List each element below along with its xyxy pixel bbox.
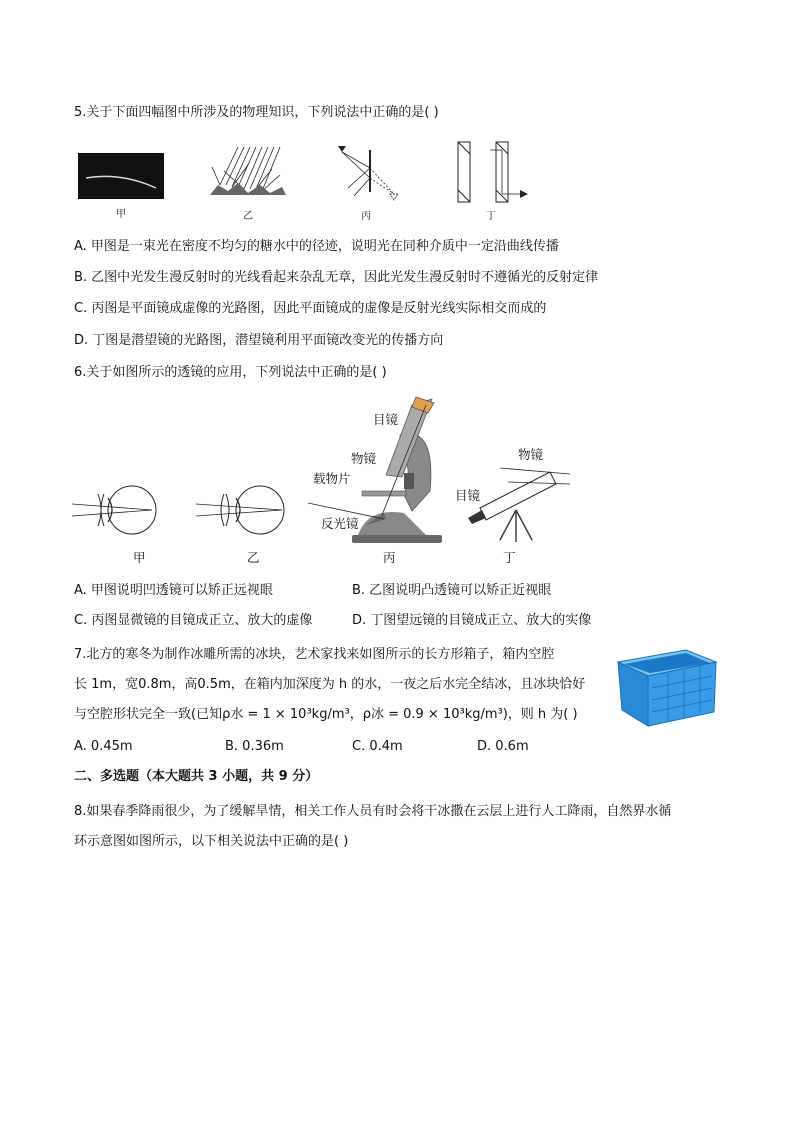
- q6-option-a: A. 甲图说明凹透镜可以矫正远视眼: [74, 583, 273, 598]
- q6-option-b: B. 乙图说明凸透镜可以矫正近视眼: [352, 583, 552, 598]
- q5-option-a: A. 甲图是一束光在密度不均匀的糖水中的径迹，说明光在同种介质中一定沿曲线传播: [74, 239, 559, 254]
- q5-stem: 5.关于下面四幅图中所涉及的物理知识，下列说法中正确的是( ): [74, 105, 439, 120]
- q6-stem: 6.关于如图所示的透镜的应用，下列说法中正确的是( ): [74, 365, 387, 380]
- q6-label-objective: 物镜: [351, 451, 377, 466]
- q5-caption-yi: 乙: [243, 211, 253, 222]
- q7-line-1: 7.北方的寒冬为制作冰雕所需的冰块，艺术家找来如图所示的长方形箱子，箱内空腔: [74, 647, 555, 662]
- q5-caption-jia: 甲: [116, 209, 126, 220]
- q6-label-eyepiece: 目镜: [373, 412, 399, 427]
- q8-line-1: 8.如果春季降雨很少，为了缓解旱情，相关工作人员有时会将干冰撒在云层上进行人工降雨，自然界水循: [74, 804, 672, 819]
- q7-line-3: 与空腔形状完全一致(已知ρ水 = 1 × 10³kg/m³，ρ冰 = 0.9 × 10³kg/m³)，则 h 为( ): [74, 707, 578, 722]
- q7-option-d: D. 0.6m: [477, 739, 529, 754]
- q6-caption-yi: 乙: [247, 550, 260, 565]
- q5-option-d: D. 丁图是潜望镜的光路图，潜望镜利用平面镜改变光的传播方向: [74, 333, 444, 348]
- q7-option-a: A. 0.45m: [74, 739, 133, 754]
- q7-option-c: C. 0.4m: [352, 739, 403, 754]
- q6-figure-yi-eye: [196, 482, 296, 540]
- q6-caption-ding: 丁: [503, 550, 516, 565]
- q6-option-c: C. 丙图显微镜的目镜成正立、放大的虚像: [74, 613, 313, 628]
- q6-option-d: D. 丁图望远镜的目镜成正立、放大的实像: [352, 613, 592, 628]
- q6-caption-bing: 丙: [383, 550, 396, 565]
- q6-label-eyepiece-telescope: 目镜: [455, 488, 481, 503]
- q5-caption-ding: 丁: [486, 211, 496, 222]
- q8-line-2: 环示意图如图所示，以下相关说法中正确的是( ): [74, 834, 349, 849]
- q6-caption-jia: 甲: [133, 550, 146, 565]
- q6-label-mirror: 反光镜: [321, 516, 359, 531]
- q5-figure-bing: [334, 140, 404, 210]
- q5-option-c: C. 丙图是平面镜成虚像的光路图，因此平面镜成的虚像是反射光线实际相交而成的: [74, 301, 547, 316]
- q7-line-2: 长 1m，宽0.8m，高0.5m，在箱内加深度为 h 的水，一夜之后水完全结冰，且冰块恰好: [74, 677, 586, 692]
- q6-figure-jia-eye: [72, 482, 172, 540]
- q5-option-b: B. 乙图中光发生漫反射时的光线看起来杂乱无章，因此光发生漫反射时不遵循光的反射定律: [74, 270, 599, 285]
- q5-figure-yi: [208, 145, 288, 205]
- q7-box-image: [612, 640, 720, 730]
- q6-label-slide: 载物片: [313, 471, 351, 486]
- q7-option-b: B. 0.36m: [225, 739, 284, 754]
- q5-caption-bing: 丙: [361, 211, 371, 222]
- q5-figure-ding: [452, 138, 532, 208]
- q6-label-objective-telescope: 物镜: [518, 447, 544, 462]
- section-heading-multiple-choice: 二、多选题（本大题共 3 小题，共 9 分）: [74, 769, 319, 784]
